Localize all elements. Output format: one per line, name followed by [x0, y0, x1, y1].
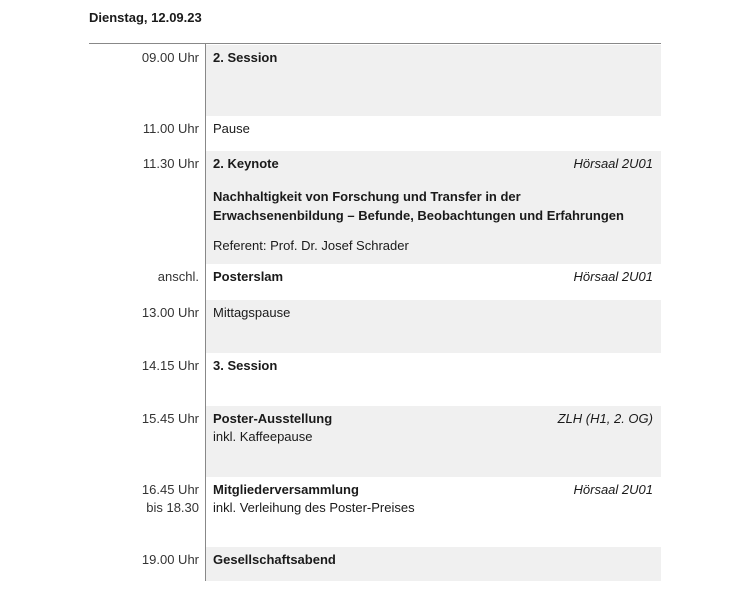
- row-time: anschl.: [157, 269, 199, 284]
- row-location: ZLH (H1, 2. OG): [557, 411, 653, 426]
- schedule-row-session-3: [0, 353, 750, 406]
- row-title: 3. Session: [213, 358, 278, 373]
- row-title: 2. Session: [213, 50, 278, 65]
- row-title: Posterslam: [213, 269, 284, 284]
- schedule-row-mittagspause: [0, 300, 750, 353]
- row-title: Poster-Ausstellung: [213, 411, 333, 426]
- row-time: 14.15 Uhr: [141, 358, 199, 373]
- row-time: 15.45 Uhr: [141, 411, 199, 426]
- row-time: 19.00 Uhr: [141, 552, 199, 567]
- schedule-row-posterslam: [0, 264, 750, 300]
- row-subtext: inkl. Verleihung des Poster-Preises: [213, 500, 415, 515]
- row-subtext: inkl. Kaffeepause: [213, 429, 313, 444]
- row-time-start: 16.45 Uhr: [141, 482, 199, 497]
- row-location: Hörsaal 2U01: [573, 156, 653, 171]
- row-block: [206, 116, 661, 151]
- row-time: 09.00 Uhr: [141, 50, 199, 65]
- row-time: 11.00 Uhr: [142, 121, 199, 136]
- row-location: Hörsaal 2U01: [573, 482, 653, 497]
- row-title: 2. Keynote: [213, 156, 279, 171]
- schedule-row-session-2: [0, 45, 750, 116]
- row-block: [206, 264, 661, 300]
- schedule-row-pause: [0, 116, 750, 151]
- schedule-row-gesellschaftsabend: [0, 547, 750, 581]
- schedule-row-poster-ausstellung: [0, 406, 750, 477]
- keynote-talk-title: Nachhaltigkeit von Forschung und Transfer in der Erwachsenenbildung – Befunde, Beobachtungen und Erfahrungen: [213, 189, 624, 223]
- row-time-end: bis 18.30: [146, 500, 199, 515]
- row-title: Mitgliederversammlung: [213, 482, 359, 497]
- row-block: [206, 477, 661, 547]
- schedule-row-mitgliederversammlung: [0, 477, 750, 547]
- header-divider: [89, 43, 661, 44]
- row-text: Pause: [213, 121, 250, 136]
- row-title: Gesellschaftsabend: [213, 552, 336, 567]
- day-title: Dienstag, 12.09.23: [89, 10, 202, 25]
- row-block: [206, 406, 661, 477]
- row-time: [142, 481, 199, 517]
- row-location: Hörsaal 2U01: [573, 269, 653, 284]
- row-block: [206, 353, 661, 406]
- row-block: [206, 300, 661, 353]
- row-block: [206, 45, 661, 116]
- row-block: [206, 151, 661, 264]
- row-text: Mittagspause: [213, 305, 291, 320]
- keynote-speaker: Referent: Prof. Dr. Josef Schrader: [213, 238, 409, 253]
- schedule-row-keynote: [0, 151, 750, 264]
- row-block: [206, 547, 661, 581]
- row-time: 13.00 Uhr: [141, 305, 199, 320]
- row-time: 11.30 Uhr: [142, 156, 199, 171]
